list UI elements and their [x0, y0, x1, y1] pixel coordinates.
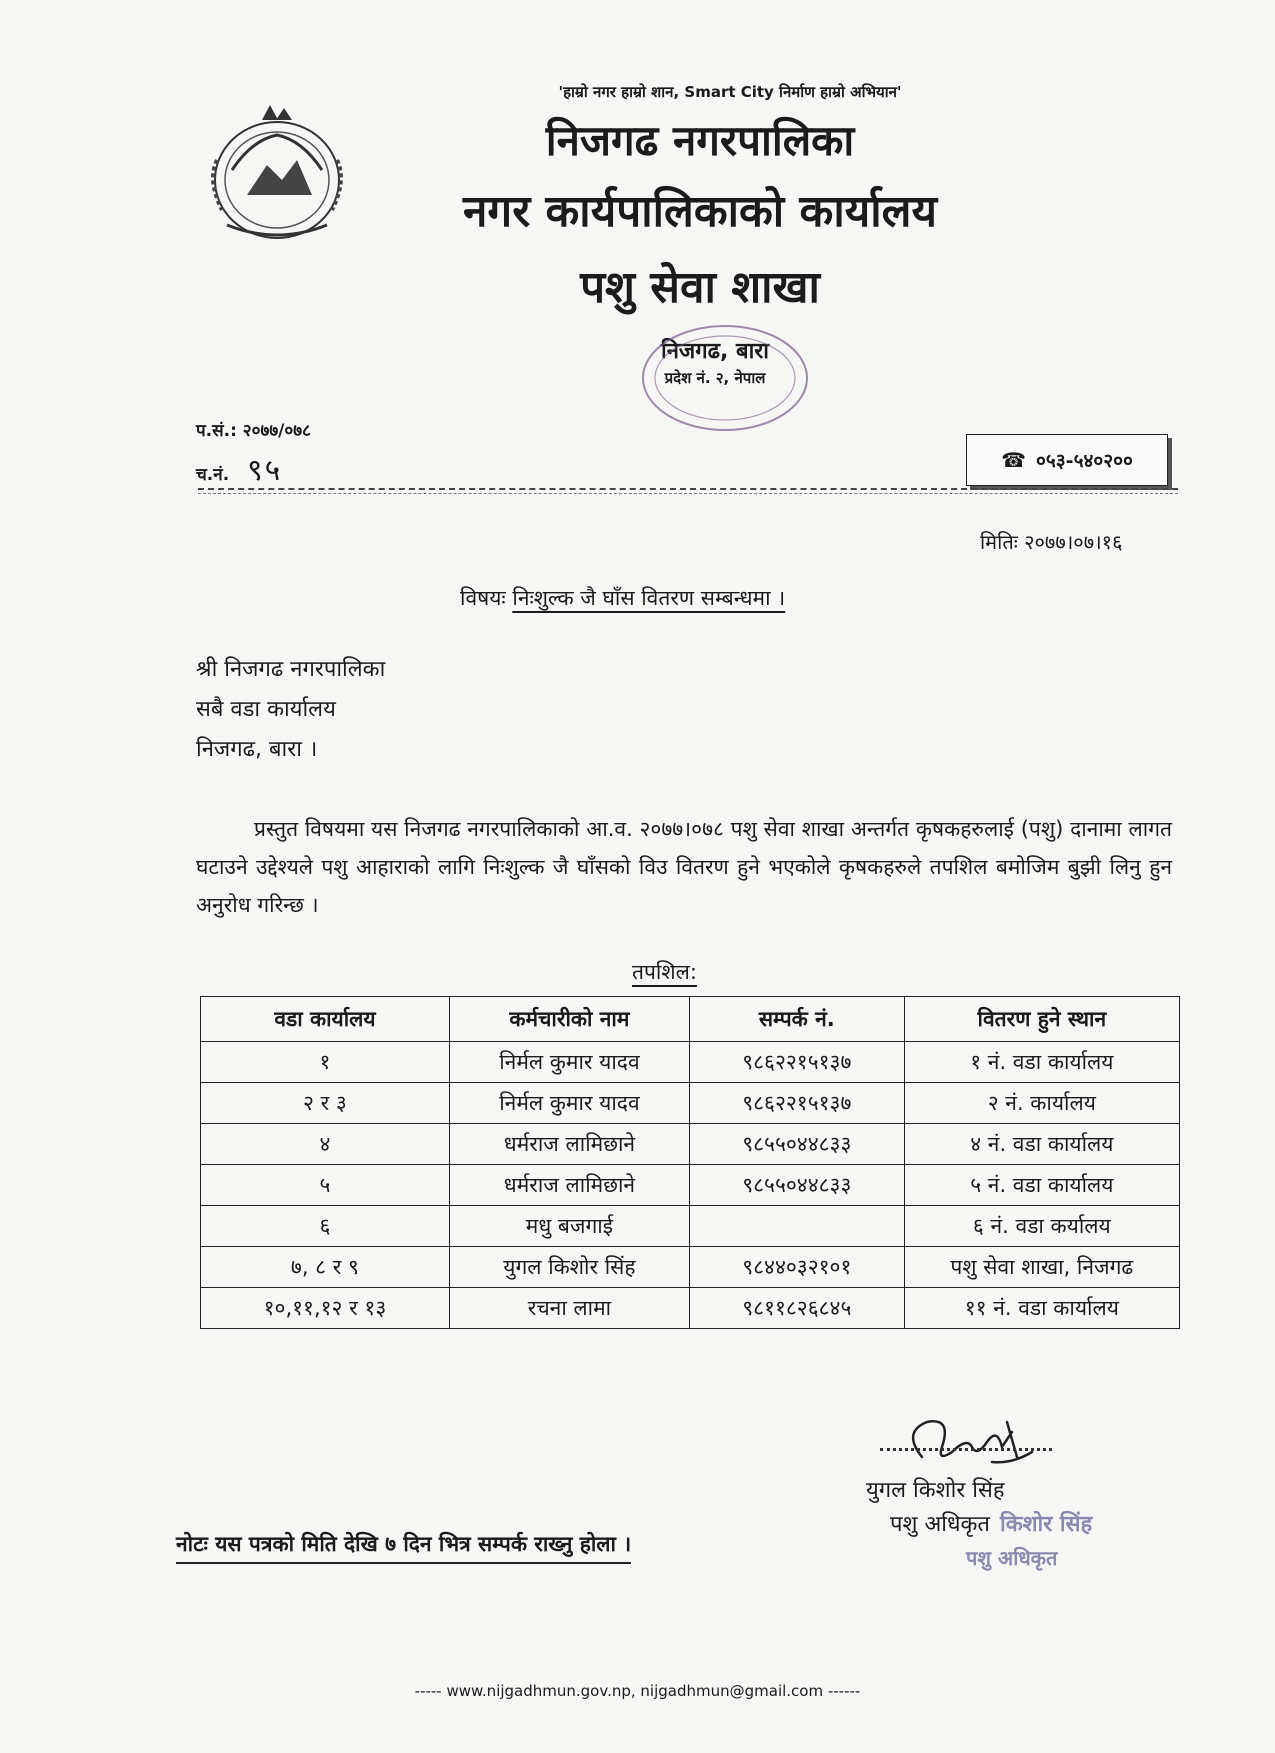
table-row [201, 1124, 1180, 1165]
table-row [201, 1165, 1180, 1206]
staff-name-cell: निर्मल कुमार यादव [449, 1083, 689, 1124]
addressee-block [196, 650, 385, 770]
column-header: कर्मचारीको नाम [449, 997, 689, 1042]
handwritten-signature [892, 1402, 1052, 1482]
signature-line [880, 1448, 1052, 1451]
staff-name-cell: धर्मराज लामिछाने [449, 1124, 689, 1165]
ward-cell: १ [201, 1042, 450, 1083]
staff-name-cell: रचना लामा [449, 1288, 689, 1329]
location-cell: ५ नं. वडा कार्यालय [904, 1165, 1179, 1206]
reference-number [196, 418, 311, 441]
note: नोटः यस पत्रको मिति देखि ७ दिन भित्र सम्पर्क राख्नु होला । [176, 1530, 631, 1564]
subject-line [460, 584, 785, 612]
location-cell: २ नं. कार्यालय [904, 1083, 1179, 1124]
contact-cell: ९८६२२१५१३७ [689, 1042, 904, 1083]
contact-cell: ९८५५०४४८३३ [689, 1165, 904, 1206]
addressee-line: सबै वडा कार्यालय [196, 697, 336, 722]
ward-cell: ६ [201, 1206, 450, 1247]
subject-label: विषयः [460, 586, 506, 610]
table-row [201, 1206, 1180, 1247]
header-divider [198, 488, 1178, 490]
dispatch-number [196, 448, 282, 489]
title-stamp: पशु अधिकृत [966, 1546, 1058, 1570]
table-row [201, 1288, 1180, 1329]
table-row [201, 1247, 1180, 1288]
ward-cell: ५ [201, 1165, 450, 1206]
table-row [201, 1083, 1180, 1124]
office-province: प्रदेश नं. २, नेपाल [664, 369, 766, 387]
reference-label: प.सं.: [196, 421, 237, 441]
location-cell: पशु सेवा शाखा, निजगढ [904, 1247, 1179, 1288]
location-cell: ४ नं. वडा कार्यालय [904, 1124, 1179, 1165]
office-name: निजगढ नगरपालिका [545, 116, 855, 165]
contact-cell: ९८११८२६८४५ [689, 1288, 904, 1329]
signatory-title: पशु अधिकृत [890, 1512, 990, 1537]
section-title: पशु सेवा शाखा [580, 262, 820, 313]
addressee-line: निजगढ, बारा । [196, 737, 318, 762]
ward-cell: ७, ८ र ९ [201, 1247, 450, 1288]
staff-name-cell: मधु बजगाई [449, 1206, 689, 1247]
contact-cell [689, 1206, 904, 1247]
contact-cell: ९८५५०४४८३३ [689, 1124, 904, 1165]
contact-cell: ९८६२२१५१३७ [689, 1083, 904, 1124]
addressee-line: श्री निजगढ नगरपालिका [196, 657, 386, 682]
staff-name-cell: युगल किशोर सिंह [449, 1247, 689, 1288]
reference-value: २०७७/०७८ [242, 421, 311, 441]
column-header: वडा कार्यालय [201, 997, 450, 1042]
office-address: निजगढ, बारा [661, 339, 769, 364]
location-cell: ११ नं. वडा कार्यालय [904, 1288, 1179, 1329]
slogan: 'हाम्रो नगर हाम्रो शान, Smart City निर्माण हाम्रो अभियान' [558, 83, 902, 101]
letter-body: प्रस्तुत विषयमा यस निजगढ नगरपालिकाको आ.व. २०७७।०७८ पशु सेवा शाखा अन्तर्गत कृषकहरुलाई (पशु) दानामा लागत घटाउने उद्देश्यले पशु आहाराको लागि निःशुल्क जै घाँसको विउ वितरण हुने भएकोले कृषकहरुले तपशिल बमोजिम बुझी लिनु हुन अनुरोध गरिन्छ । [196, 817, 1172, 917]
date-value: २०७७।०७।१६ [1024, 530, 1123, 554]
ward-cell: ४ [201, 1124, 450, 1165]
signatory-name: युगल किशोर सिंह [866, 1478, 1005, 1503]
location-cell: ६ नं. वडा कर्यालय [904, 1206, 1179, 1247]
office-title: नगर कार्यपालिकाको कार्यालय [463, 186, 937, 237]
phone-box [966, 434, 1168, 486]
column-header: सम्पर्क नं. [689, 997, 904, 1042]
table-header-row [201, 997, 1180, 1042]
phone-number: ०५३-५४०२०० [1036, 450, 1133, 472]
table-row [201, 1042, 1180, 1083]
table-title: तपशिल: [632, 960, 697, 984]
contact-cell: ९८४४०३२१०१ [689, 1247, 904, 1288]
name-stamp: किशोर सिंह [1000, 1512, 1093, 1537]
footer-contact: ----- www.nijgadhmun.gov.np, nijgadhmun@gmail.com ------ [414, 1682, 861, 1700]
telephone-icon: ☎ [1001, 448, 1027, 472]
date-label: मितिः [980, 530, 1018, 554]
nepal-emblem-icon [192, 100, 362, 250]
staff-name-cell: धर्मराज लामिछाने [449, 1165, 689, 1206]
distribution-table [200, 996, 1180, 1329]
ward-cell: २ र ३ [201, 1083, 450, 1124]
ward-cell: १०,११,१२ र १३ [201, 1288, 450, 1329]
dispatch-value: ९५ [247, 453, 283, 488]
dispatch-label: च.नं. [196, 465, 230, 485]
header-divider-secondary [198, 493, 1178, 494]
location-cell: १ नं. वडा कार्यालय [904, 1042, 1179, 1083]
staff-name-cell: निर्मल कुमार यादव [449, 1042, 689, 1083]
official-stamp [615, 318, 815, 448]
column-header: वितरण हुने स्थान [904, 997, 1179, 1042]
letter-date [980, 528, 1123, 555]
subject-text: निःशुल्क जै घाँस वितरण सम्बन्धमा । [512, 586, 786, 610]
